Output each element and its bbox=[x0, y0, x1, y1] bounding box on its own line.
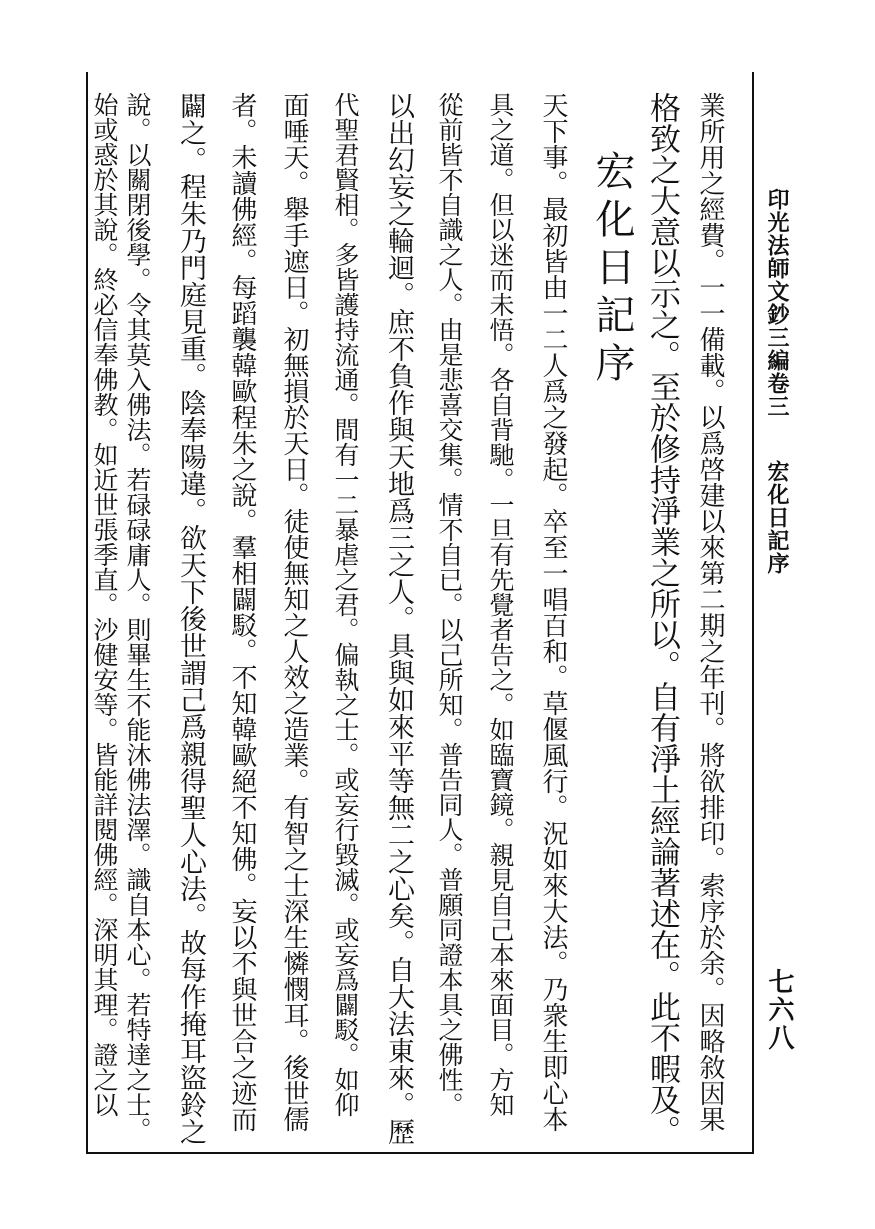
page-number: 七六八 bbox=[764, 968, 794, 1052]
text-column-10: 者。未讀佛經。每蹈襲韓歐程朱之說。羣相闢駁。不知韓歐絕不知佛。妄以不與世合之迹而 bbox=[227, 92, 257, 1132]
text-column-7: 以出幻妄之輪迴。庶不負作與天地爲三之人。具與如來平等無二之心矣。自大法東來。歷 bbox=[383, 92, 414, 1145]
preface-title: 宏化日記序 bbox=[589, 150, 635, 390]
section-title-header: 宏化日記序 bbox=[764, 460, 790, 575]
text-column-13: 始或惑於其說。終必信奉佛教。如近世張季直。沙健安等。皆能詳閱佛經。深明其理。證之以 bbox=[90, 92, 119, 1117]
book-title: 印光法師文鈔三編卷三 bbox=[764, 188, 790, 418]
text-column-1: 業所用之經費。一一備載。以爲啓建以來第二期之年刊。將欲排印。索序於余。因略敘因果 bbox=[695, 92, 725, 1132]
text-column-11: 闢之。程朱乃門庭見重。陰奉陽違。欲天下後世謂己爲親得聖人心法。故每作掩耳盜鈴之 bbox=[175, 92, 206, 1145]
text-column-8: 代聖君賢相。多皆護持流通。間有一二暴虐之君。偏執之士。或妄行毀滅。或妄爲闢駁。如仰 bbox=[331, 92, 360, 1117]
frame-left-rule bbox=[86, 72, 88, 1152]
text-column-12: 說。以關閉後學。令其莫入佛法。若碌碌庸人。則畢生不能沐佛法澤。識自本心。若特達之士。 bbox=[123, 92, 152, 1142]
frame-bottom-rule bbox=[86, 1152, 754, 1154]
text-column-5: 具之道。但以迷而未悟。各自背馳。一旦有先覺者告之。如臨寶鏡。親見自己本來面目。方知 bbox=[486, 92, 515, 1117]
text-column-6: 從前皆不自識之人。由是悲喜交集。情不自已。以己所知。普告同人。普願同證本具之佛性。 bbox=[435, 92, 464, 1117]
text-column-4: 天下事。最初皆由一二人爲之發起。卒至一唱百和。草偃風行。況如來大法。乃衆生即心本 bbox=[538, 92, 568, 1132]
text-column-2: 格致之大意以示之。至於修持淨業之所以。自有淨土經論著述在。此不暇及。 bbox=[644, 92, 680, 1146]
frame-right-rule bbox=[752, 72, 754, 1152]
text-column-9: 面唾天。舉手遮日。初無損於天日。徒使無知之人效之造業。有智之士深生憐憫耳。後世儒 bbox=[279, 92, 309, 1132]
